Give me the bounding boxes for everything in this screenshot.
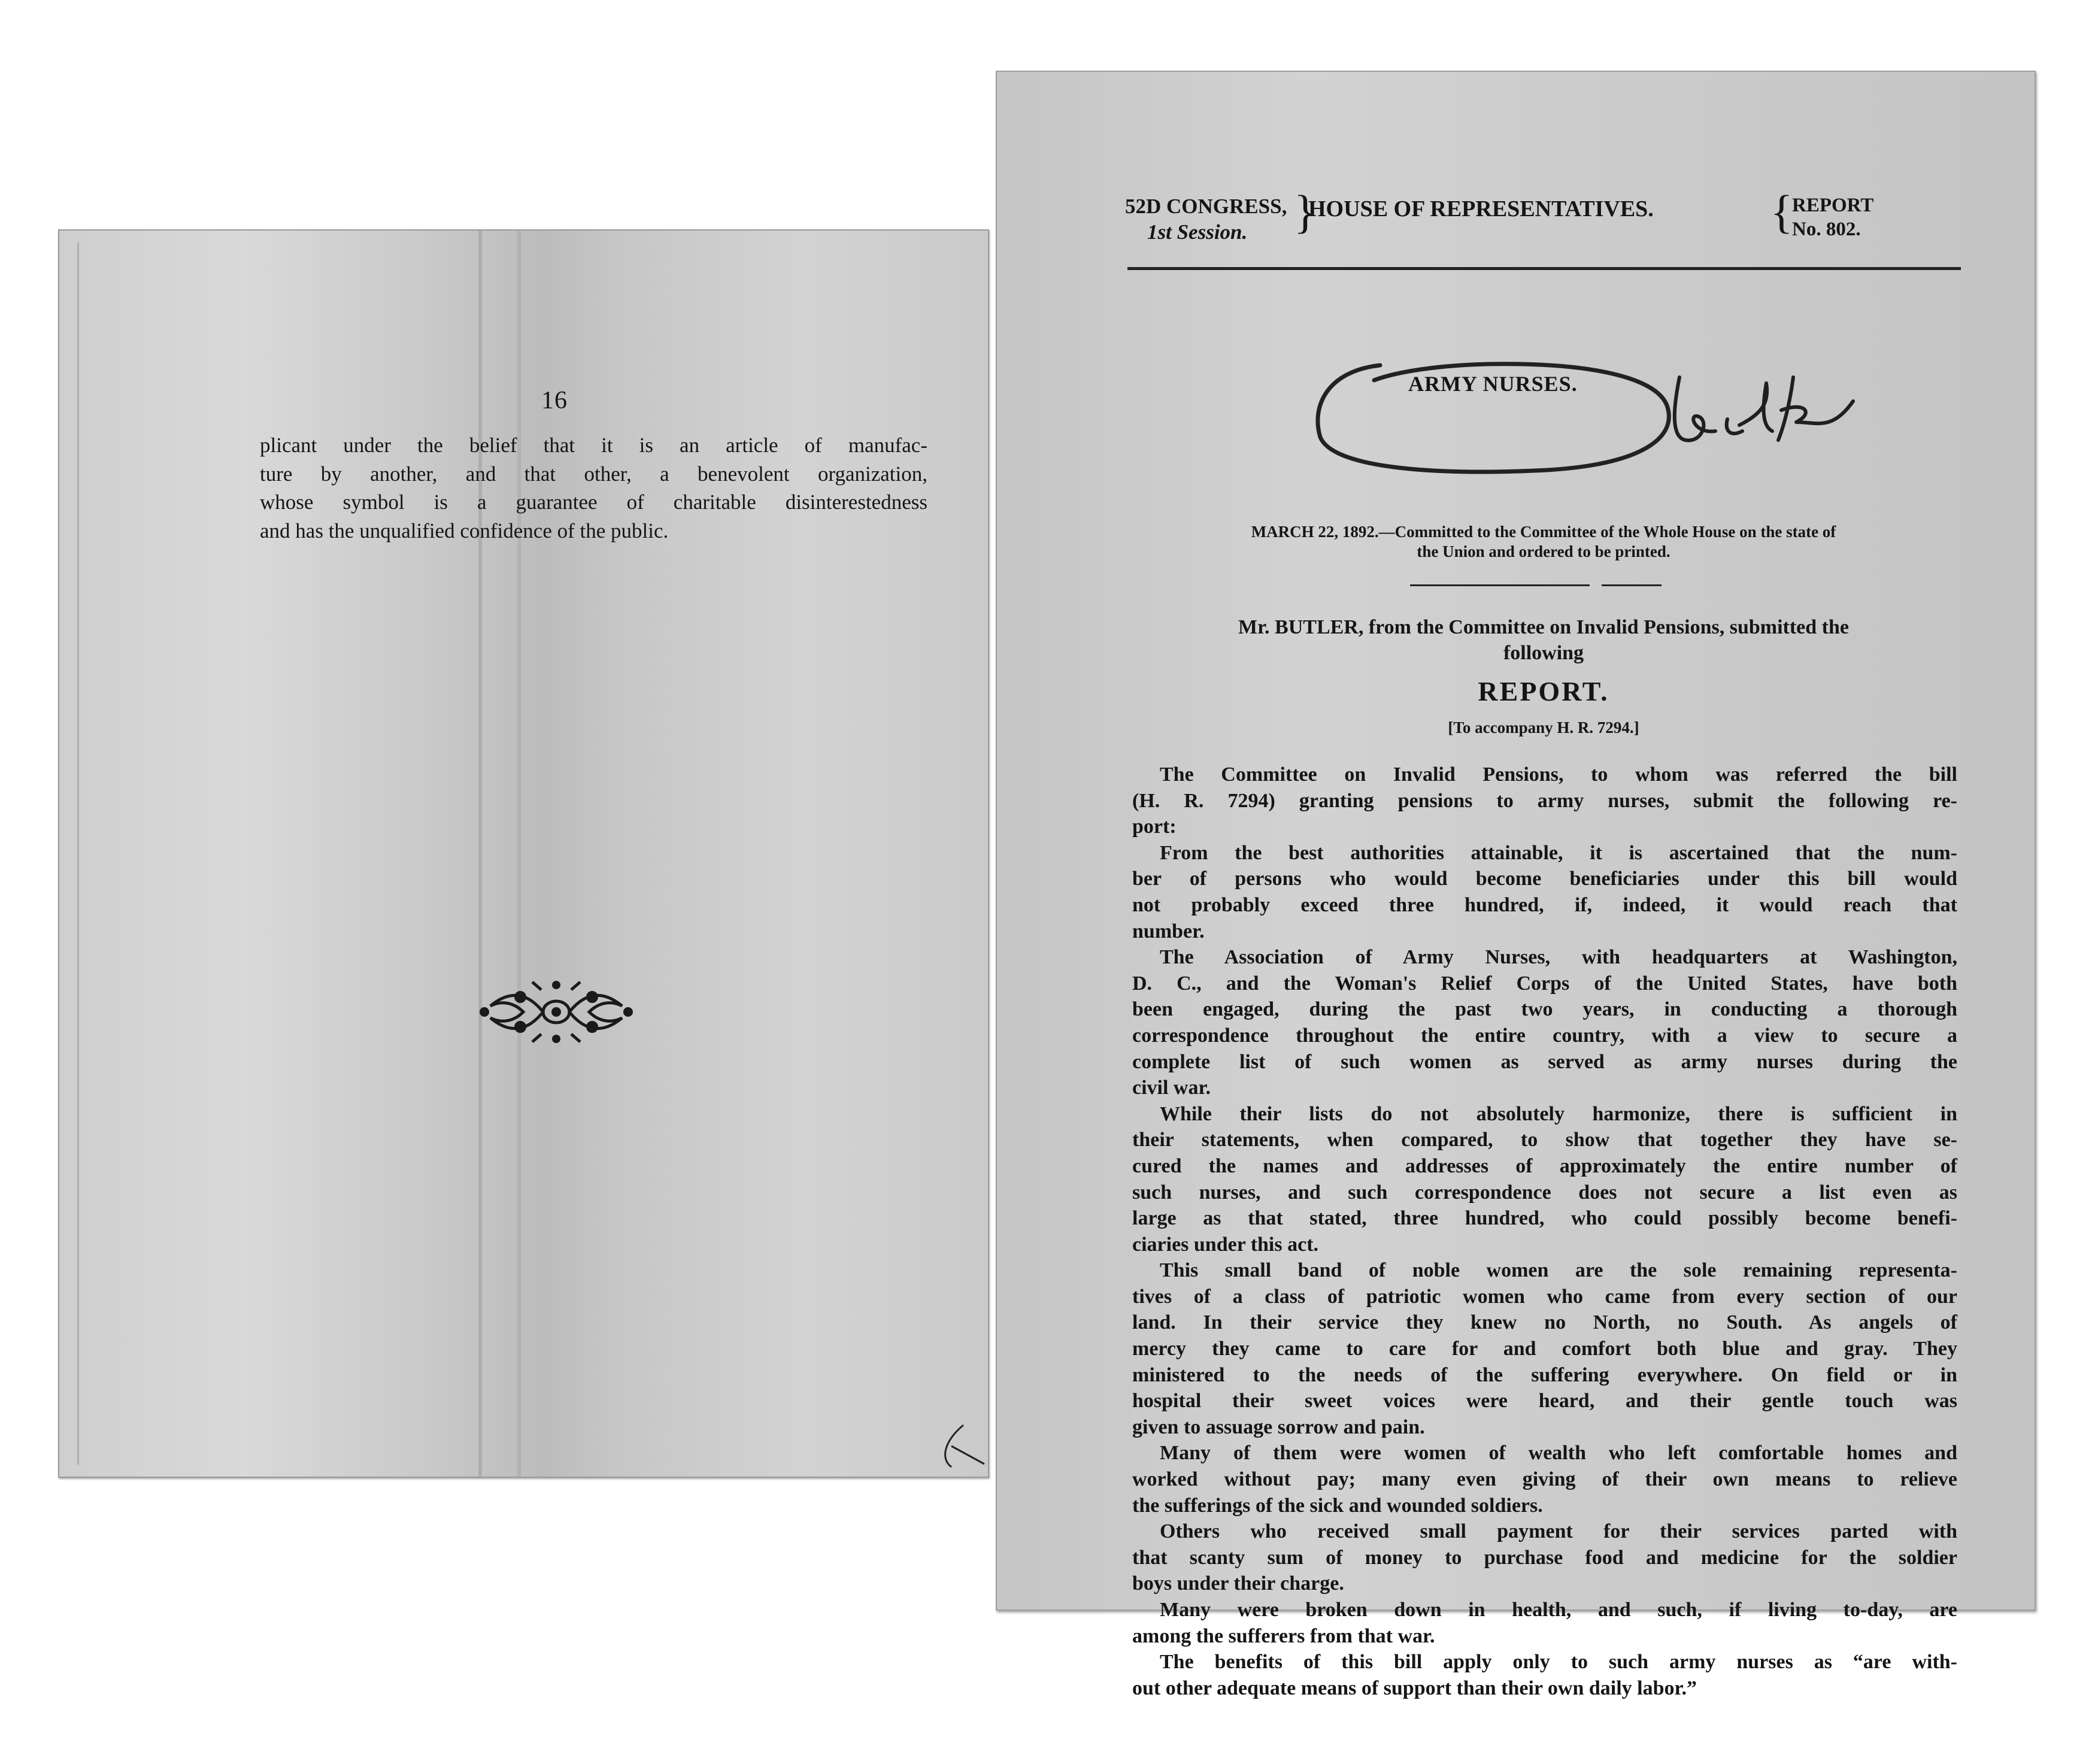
right-page-report [996, 71, 2036, 1699]
body-line: The benefits of this bill apply only to such army nurses as “are with- [1160, 1651, 1957, 1674]
dateline-line: the Union and ordered to be printed. [1417, 542, 1670, 560]
pencil-mark-icon [933, 1422, 987, 1470]
body-line: port: [1132, 816, 1177, 838]
body-line: not probably exceed three hundred, if, indeed, it would reach that [1132, 893, 1957, 916]
submitted-by [1127, 614, 1960, 666]
body-line: large as that stated, three hundred, who could possibly become benefi- [1132, 1207, 1957, 1230]
body-line: worked without pay; many even giving of their own means to relieve [1132, 1468, 1957, 1491]
dateline-line: MARCH 22, 1892.—Committed to the Committee of the Whole House on the state of [1251, 523, 1836, 541]
body-line: the sufferings of the sick and wounded soldiers. [1132, 1494, 1543, 1517]
text-line: and has the unqualified confidence of the public. [260, 519, 669, 542]
body-line: ciaries under this act. [1132, 1233, 1319, 1256]
dateline [1127, 522, 1960, 562]
body-line: out other adequate means of support than their own daily labor.” [1132, 1677, 1697, 1699]
body-line: boys under their charge. [1132, 1572, 1344, 1595]
text-line: whose symbol is a guarantee of charitable disinterestedness [260, 490, 927, 514]
left-page-verso [58, 229, 989, 1478]
report-body [1132, 762, 1957, 1701]
submitted-line: following [1503, 642, 1584, 664]
center-fold-crease [478, 231, 482, 1477]
body-line: correspondence throughout the entire country, with a view to secure a [1132, 1024, 1957, 1047]
handwritten-note-mark [1662, 365, 1865, 467]
body-line: Many of them were women of wealth who left comfortable homes and [1160, 1442, 1957, 1465]
body-line: D. C., and the Woman's Relief Corps of the United States, have both [1132, 972, 1957, 995]
body-line: been engaged, during the past two years, in conducting a thorough [1132, 998, 1957, 1021]
submitted-line: Mr. BUTLER, from the Committee on Invalid Pensions, submitted the [1238, 616, 1850, 638]
body-line: Many were broken down in health, and such, if living to-day, are [1160, 1599, 1957, 1621]
body-line: mercy they came to care for and comfort both blue and gray. They [1132, 1338, 1957, 1360]
body-line: This small band of noble women are the sole remaining representa- [1160, 1259, 1957, 1282]
congress-label: 52D CONGRESS, [1125, 195, 1287, 218]
brace-icon: { [1770, 186, 1793, 238]
report-heading: REPORT. [1478, 676, 1609, 707]
body-line: (H. R. 7294) granting pensions to army nurses, submit the following re- [1132, 789, 1957, 812]
report-number: No. 802. [1792, 219, 1861, 240]
page-number: 16 [541, 387, 568, 414]
body-line: cured the names and addresses of approximately the entire number of [1132, 1154, 1957, 1177]
body-line: among the sufferers from that war. [1132, 1624, 1435, 1647]
body-line: hospital their sweet voices were heard, and their gentle touch was [1132, 1390, 1957, 1413]
session-label: 1st Session. [1147, 220, 1248, 244]
house-heading: HOUSE OF REPRESENTATIVES. [1308, 196, 1654, 222]
header-rule [1127, 267, 1961, 270]
report-label: REPORT [1792, 195, 1874, 216]
section-divider [1410, 584, 1662, 586]
body-line: civil war. [1132, 1077, 1211, 1099]
body-line: their statements, when compared, to show that together they have se- [1132, 1129, 1957, 1151]
center-fold-crease [517, 231, 521, 1477]
brace-icon: } [1294, 186, 1317, 238]
body-line: that scanty sum of money to purchase food and medicine for the soldier [1132, 1546, 1957, 1569]
body-line: ber of persons who would become beneficiaries under this bill would [1132, 868, 1957, 890]
body-line: tives of a class of patriotic women who came from every section of our [1132, 1285, 1957, 1308]
body-line: ministered to the needs of the suffering everywhere. On field or in [1132, 1363, 1957, 1386]
body-line: While their lists do not absolutely harmonize, there is sufficient in [1160, 1102, 1957, 1125]
body-line: given to assuage sorrow and pain. [1132, 1416, 1425, 1438]
page-edge-shadow [77, 243, 79, 1465]
body-line: land. In their service they knew no North, no South. As angels of [1132, 1311, 1957, 1334]
text-line: ture by another, and that other, a benevolent organization, [260, 462, 927, 486]
printer-ornament-icon [472, 973, 640, 1051]
left-page-text [260, 431, 927, 545]
accompany-note: [To accompany H. R. 7294.] [1448, 719, 1639, 736]
body-line: The Association of Army Nurses, with headquarters at Washington, [1160, 946, 1957, 969]
document-title: ARMY NURSES. [1408, 372, 1578, 396]
text-line: plicant under the belief that it is an article of manufac- [260, 434, 927, 457]
body-line: The Committee on Invalid Pensions, to whom was referred the bill [1160, 763, 1957, 786]
body-line: number. [1132, 920, 1205, 942]
body-line: such nurses, and such correspondence does not secure a list even as [1132, 1181, 1957, 1204]
body-line: From the best authorities attainable, it is ascertained that the num- [1160, 841, 1957, 864]
body-line: complete list of such women as served as army nurses during the [1132, 1050, 1957, 1073]
body-line: Others who received small payment for their services parted with [1160, 1520, 1957, 1543]
